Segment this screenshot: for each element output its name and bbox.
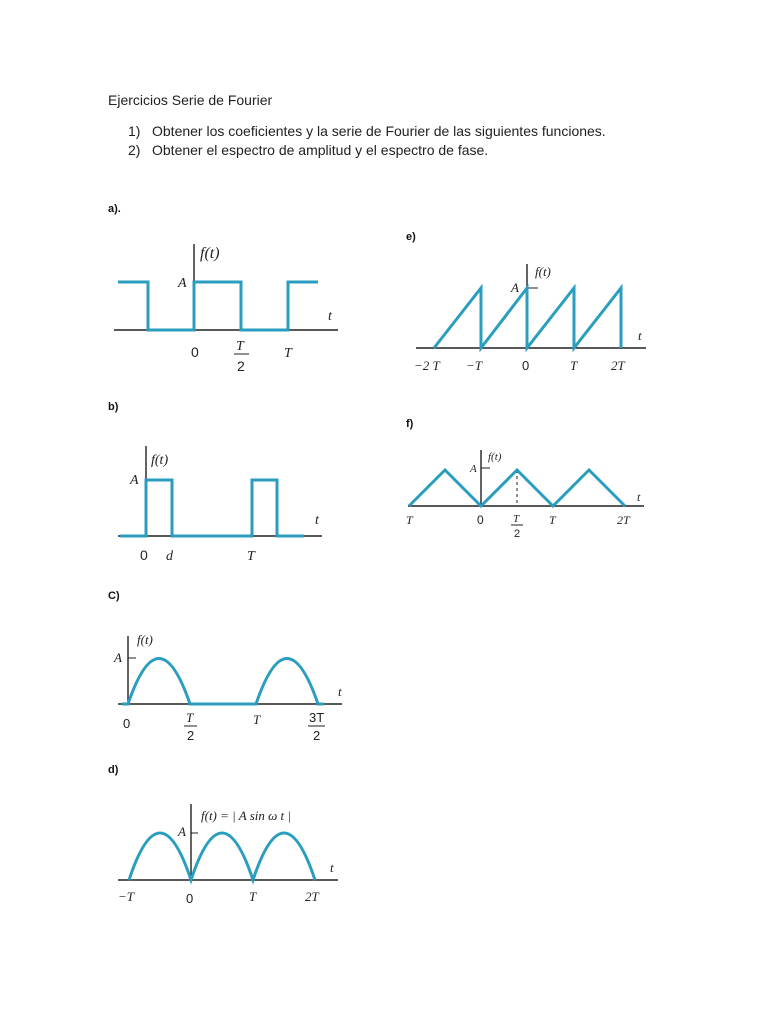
figure-c-tick-half-den: 2 [187,728,195,743]
figure-d-tick-neg-period: −T [118,889,135,904]
figure-f-tick-left: T [406,513,413,527]
task-item-2 [128,141,606,160]
figure-b-amp-label: A [130,473,139,488]
figure-b-pulse-train [112,440,327,568]
figure-b-tick-zero: 0 [140,547,148,563]
figure-e-waveform [434,288,621,348]
figure-a-tick-half-den: 2 [237,358,245,374]
figure-b-tick-d: d [166,549,173,564]
task-list [128,122,606,160]
figure-c-tick-three-half-den: 2 [313,728,321,743]
figure-f-tick-period: T [549,513,556,527]
figure-c-label: C) [108,590,120,602]
figure-c-waveform [122,659,324,705]
figure-a-tick-half-num: T [236,339,244,354]
figure-a-tick-zero: 0 [191,344,199,360]
figure-f-tick-two-period: 2T [617,513,630,527]
figure-c-tick-three-half-num: 3T [309,710,325,725]
figure-e-amp-label: A [511,280,519,295]
figure-a-amp-label: A [178,276,187,291]
figure-c-amp-label: A [114,650,122,665]
task-item-1 [128,122,606,141]
figure-a-var-label: t [328,309,332,324]
figure-c-half-wave-rectified [112,630,344,748]
task-text-1: Obtener los coeficientes y la serie de Fourier de las siguientes funciones. [152,123,606,139]
figure-e-func-label: f(t) [535,264,551,279]
figure-d-tick-period: T [249,889,257,904]
task-text-2: Obtener el espectro de amplitud y el espectro de fase. [152,142,489,158]
task-number-2: 2) [128,142,141,158]
figure-f-amp-label: A [470,463,477,475]
figure-a-square-wave [108,236,348,381]
figure-e-label: e) [406,231,416,243]
figure-f-tick-half-den: 2 [514,528,521,540]
figure-f-var-label: t [637,490,641,504]
figure-b-label: b) [108,401,119,413]
figure-f-tick-half-num: T [513,513,520,525]
figure-d-tick-two-period: 2T [305,889,319,904]
figure-b-waveform [120,480,304,536]
figure-f-triangle-wave [404,446,649,541]
figure-d-var-label: t [330,860,334,875]
figure-b-var-label: t [315,513,319,528]
figure-d-full-wave-rectified [112,800,340,910]
figure-d-amp-label: A [178,824,186,839]
figure-a-waveform [118,282,318,330]
figure-b-tick-period: T [247,549,255,564]
figure-c-tick-half-num: T [186,710,194,725]
figure-e-tick-two-period: 2T [611,358,625,373]
figure-a-label: a). [108,203,121,215]
figure-e-tick-neg-two-period: −2 T [414,358,440,373]
figure-d-label: d) [108,764,119,776]
figure-d-func-label: f(t) = | A sin ω t | [201,808,291,823]
figure-f-label: f) [406,418,414,430]
figure-a-tick-period: T [284,346,292,361]
figure-d-waveform [129,833,315,880]
figure-c-tick-period: T [253,712,261,727]
figure-e-tick-zero: 0 [522,358,530,373]
figure-e-var-label: t [638,328,642,343]
figure-f-tick-zero: 0 [477,513,484,527]
figure-c-tick-zero: 0 [123,716,131,731]
figure-a-func-label: f(t) [200,245,220,262]
figure-e-sawtooth [410,258,650,380]
figure-e-tick-period: T [570,358,578,373]
figure-c-func-label: f(t) [137,632,153,647]
figure-b-func-label: f(t) [151,453,169,468]
figure-c-var-label: t [338,684,342,699]
figure-d-tick-zero: 0 [186,891,194,906]
task-number-1: 1) [128,123,141,139]
document-title: Ejercicios Serie de Fourier [108,92,273,108]
figure-e-tick-neg-period: −T [466,358,483,373]
figure-f-func-label: f(t) [488,451,502,463]
